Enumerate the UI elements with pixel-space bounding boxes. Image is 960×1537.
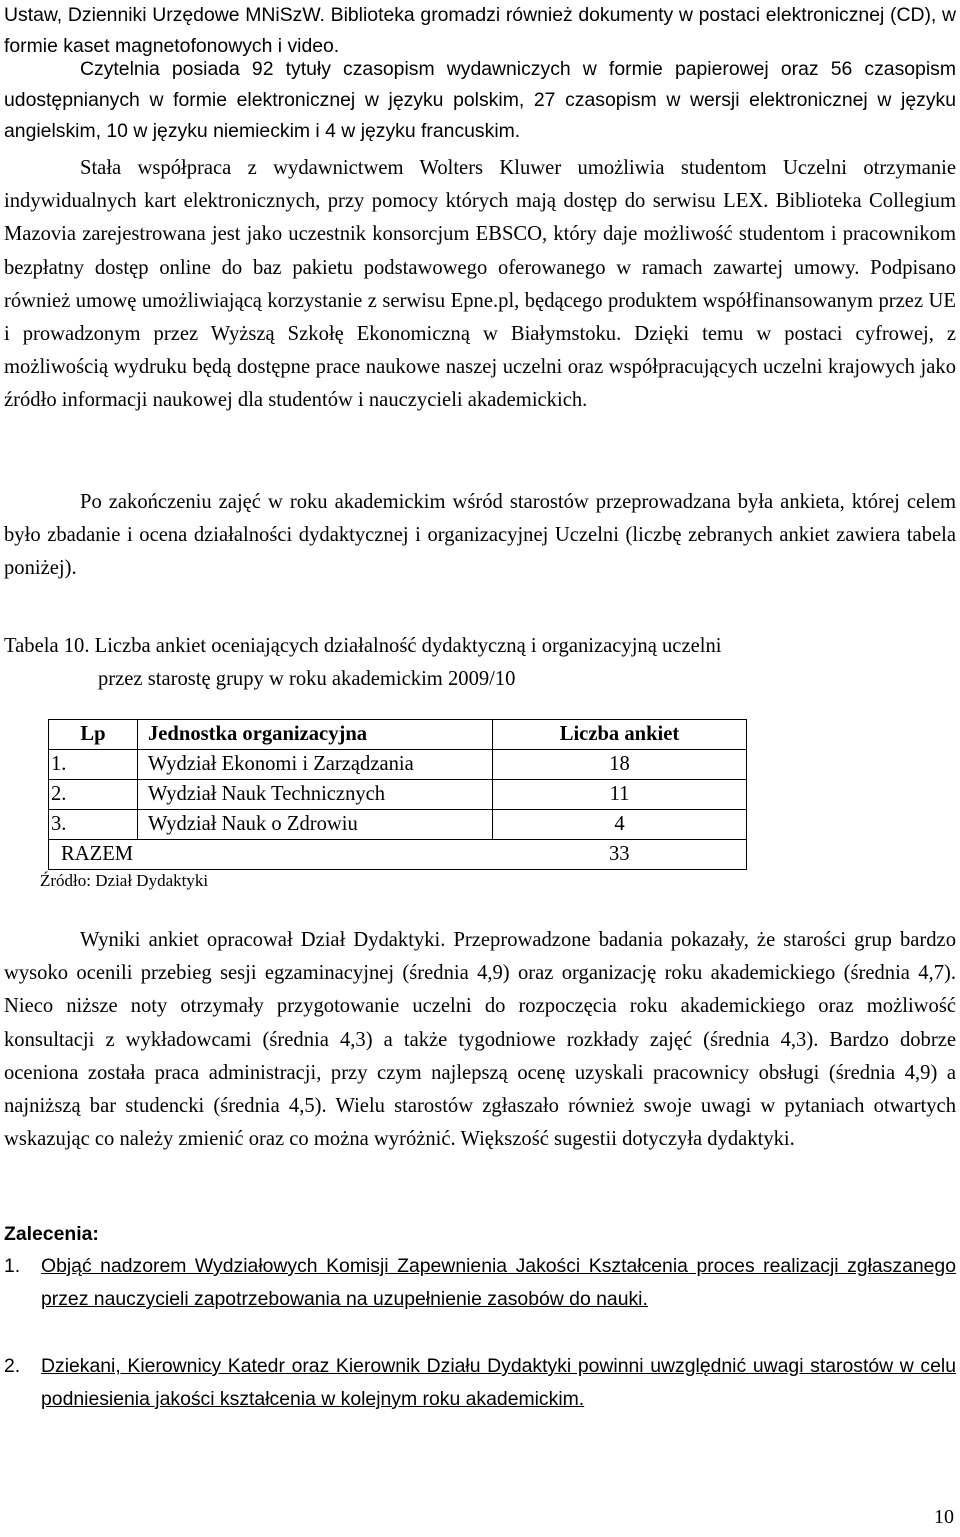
table-row bbox=[49, 810, 747, 840]
cell-unit: Wydział Nauk Technicznych bbox=[138, 780, 493, 810]
recommendation-number: 1. bbox=[4, 1255, 21, 1277]
table-row bbox=[49, 750, 747, 780]
paragraph-survey-intro: Po zakończeniu zajęć w roku akademickim wśród starostów przeprowadzana była ankieta, której celem było zbadanie i ocena działalności dydaktycznej i organizacyjnej Uczelni (liczbę zebranych ankiet zawiera tabela poniżej). bbox=[4, 491, 956, 580]
recommendation-item bbox=[4, 1350, 956, 1416]
recommendations-heading: Zalecenia: bbox=[4, 1223, 99, 1245]
total-value: 33 bbox=[493, 840, 747, 870]
table-caption-line1: Tabela 10. Liczba ankiet oceniających działalność dydaktyczną i organizacyjną uczelni bbox=[4, 635, 722, 657]
cell-unit: Wydział Ekonomi i Zarządzania bbox=[138, 750, 493, 780]
cell-lp: 1. bbox=[49, 750, 138, 780]
header-lp: Lp bbox=[49, 720, 138, 750]
cell-unit: Wydział Nauk o Zdrowiu bbox=[138, 810, 493, 840]
cell-lp: 2. bbox=[49, 780, 138, 810]
survey-count-table bbox=[48, 719, 747, 870]
header-unit: Jednostka organizacyjna bbox=[138, 720, 493, 750]
table-header-row bbox=[49, 720, 747, 750]
paragraph-reading-room: Czytelnia posiada 92 tytuły czasopism wydawniczych w formie papierowej oraz 56 czasopism udostępnianych w formie elektronicznej w języku polskim, 27 czasopism w wersji elektronicznej w języku angielskim, 10 w języku niemieckim i 4 w języku francuskim. bbox=[4, 58, 956, 142]
recommendation-item bbox=[4, 1250, 956, 1316]
cell-count: 4 bbox=[493, 810, 747, 840]
paragraph-cooperation: Stała współpraca z wydawnictwem Wolters Kluwer umożliwia studentom Uczelni otrzymanie indywidualnych kart elektronicznych, przy pomocy których mają dostęp do serwisu LEX. Biblioteka Collegium Mazovia zarejestrowana jest jako uczestnik konsorcjum EBSCO, który daje możliwość studentom i pracownikom bezpłatny dostęp online do baz pakietu podstawowego oferowanego w ramach zawartej umowy. Podpisano również umowę umożliwiającą korzystanie z serwisu Epne.pl, będącego produktem współfinansowanym przez UE i prowadzonym przez Wyższą Szkołę Ekonomiczną w Białymstoku. Dzięki temu w postaci cyfrowej, z możliwością wydruku będą dostępne prace naukowe naszej uczelni oraz współpracujących uczelni krajowych jako źródło informacji naukowej dla studentów i nauczycieli akademickich. bbox=[4, 157, 956, 412]
table-total-row bbox=[49, 840, 747, 870]
table-source: Źródło: Dział Dydaktyki bbox=[40, 871, 209, 890]
cell-count: 18 bbox=[493, 750, 747, 780]
table-caption-line2: przez starostę grupy w roku akademickim 2009/10 bbox=[98, 668, 516, 690]
header-count: Liczba ankiet bbox=[493, 720, 747, 750]
table-row bbox=[49, 780, 747, 810]
table-caption bbox=[4, 630, 956, 696]
paragraph-survey-results: Wyniki ankiet opracował Dział Dydaktyki. Przeprowadzone badania pokazały, że starości grup bardzo wysoko ocenili przebieg sesji egzaminacyjnej (średnia 4,9) oraz organizację roku akademickiego (średnia 4,7). Nieco niższe noty otrzymały przygotowanie uczelni do rozpoczęcia roku akademickiego oraz możliwość konsultacji z wykładowcami (średnia 4,3) a także tygodniowe rozkłady zajęć (średnia 4,3). Bardzo dobrze oceniona została praca administracji, przy czym najlepszą ocenę uzyskali pracownicy obsługi (średnia 4,9) a najniższą bar studencki (średnia 4,5). Wielu starostów zgłaszało również swoje uwagi w pytaniach otwartych wskazując co należy zmienić oraz co można wyróżnić. Większość sugestii dotyczyła dydaktyki. bbox=[4, 929, 956, 1151]
recommendation-number: 2. bbox=[4, 1355, 21, 1377]
recommendation-text: Dziekani, Kierownicy Katedr oraz Kierownik Działu Dydaktyki powinni uwzględnić uwagi starostów w celu podniesienia jakości kształcenia w kolejnym roku akademickim. bbox=[41, 1355, 956, 1410]
cell-count: 11 bbox=[493, 780, 747, 810]
paragraph-library-collections: Ustaw, Dzienniki Urzędowe MNiSzW. Biblioteka gromadzi również dokumenty w postaci elektronicznej (CD), w formie kaset magnetofonowych i video. bbox=[4, 4, 956, 57]
cell-lp: 3. bbox=[49, 810, 138, 840]
page-number: 10 bbox=[934, 1506, 954, 1528]
total-label: RAZEM bbox=[49, 840, 493, 870]
recommendation-text: Objąć nadzorem Wydziałowych Komisji Zapewnienia Jakości Kształcenia proces realizacji zgłaszanego przez nauczycieli zapotrzebowania na uzupełnienie zasobów do nauki. bbox=[41, 1255, 956, 1310]
